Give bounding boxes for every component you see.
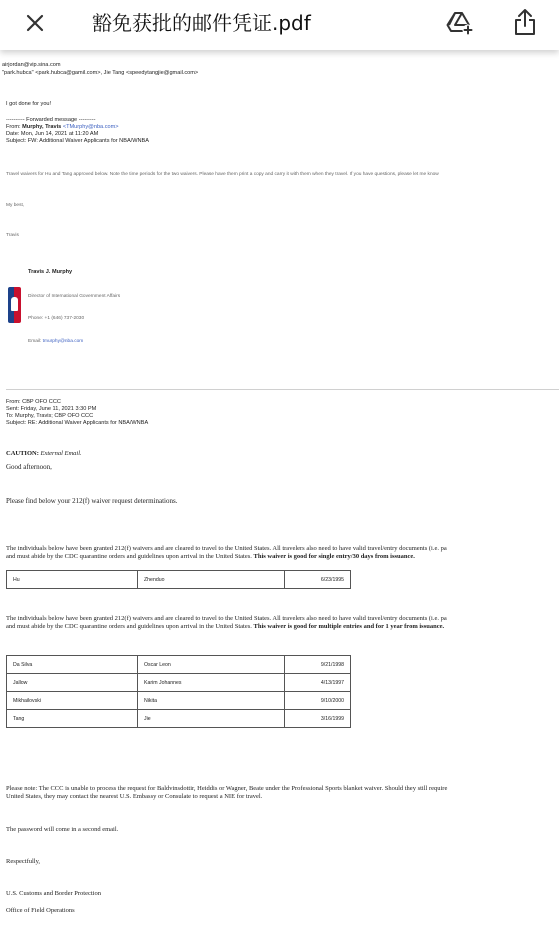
table-row xyxy=(7,571,351,589)
add-to-drive-icon xyxy=(446,10,474,36)
signature-phone: Phone: +1 (646) 737-2030 xyxy=(28,316,85,321)
surname-cell: Mikhailovski xyxy=(7,692,138,710)
surname-cell: Jallow xyxy=(7,674,138,692)
dob-cell: 9/21/1998 xyxy=(285,656,351,674)
divider xyxy=(6,389,559,390)
multiple-entry-note: This waiver is good for multiple entries and for 1 year from issuance. xyxy=(253,623,445,630)
single-entry-note: This waiver is good for single entry/30 days from issuance. xyxy=(253,553,415,560)
caution-text: External Email. xyxy=(40,450,82,457)
waiver-para-1-line-2: and must abide by the CDC quarantine orders and guidelines upon arrival in the United States. This waiver is good for single entry/30 days from issuance. xyxy=(6,553,415,560)
app-toolbar xyxy=(0,0,559,50)
signature-email-label: Email: xyxy=(28,339,42,344)
add-to-drive-button[interactable] xyxy=(445,8,475,38)
respectfully: Respectfully, xyxy=(6,858,41,865)
waiver-para-1-line-1: The individuals below have been granted 212(f) waivers and are cleared to travel to the United States. All travelers also need to have valid travel/entry documents (i.e. pa xyxy=(6,545,447,552)
orig-sent: Sent: Friday, June 11, 2021 3:30 PM xyxy=(6,406,97,412)
org-line-2: Office of Field Operations xyxy=(6,907,75,914)
nba-logo xyxy=(8,287,21,323)
signature-email-link[interactable]: tmurphy@nba.com xyxy=(42,339,84,344)
fwd-from-label: From: xyxy=(6,124,21,130)
dob-cell: 6/23/1995 xyxy=(285,571,351,589)
dob-cell: 4/13/1997 xyxy=(285,674,351,692)
given-name-cell: Karim Johannes xyxy=(138,674,285,692)
share-button[interactable] xyxy=(510,6,540,38)
fwd-date: Date: Mon, Jun 14, 2021 at 11:20 AM xyxy=(6,131,99,137)
determinations-intro: Please find below your 212(f) waiver request determinations. xyxy=(6,497,178,505)
close-icon xyxy=(25,13,45,33)
closing-name: Travis xyxy=(6,233,19,238)
pdf-page[interactable] xyxy=(0,50,559,930)
document-title: 豁免获批的邮件凭证.pdf xyxy=(92,11,311,35)
password-note: The password will come in a second email. xyxy=(6,826,119,833)
share-icon xyxy=(513,7,537,37)
orig-subject: Subject: RE: Additional Waiver Applicants for NBA/WNBA xyxy=(6,420,149,426)
intro-text: I got done for you! xyxy=(6,101,52,107)
waiver-para-2-line-1: The individuals below have been granted 212(f) waivers and are cleared to travel to the United States. All travelers also need to have valid travel/entry documents (i.e. pa xyxy=(6,615,447,622)
note-line-2: United States, they may contact the nearest U.S. Embassy or Consulate to request a NIE for travel. xyxy=(6,793,263,800)
fwd-subject: Subject: FW: Additional Waiver Applicants for NBA/WNBA xyxy=(6,138,150,144)
surname-cell: Tang xyxy=(7,710,138,728)
fwd-from-name: Murphy, Travis xyxy=(22,124,62,130)
table-row xyxy=(7,656,351,674)
given-name-cell: Zhenduo xyxy=(138,571,285,589)
multiple-entry-waiver-table xyxy=(6,655,351,728)
org-line-1: U.S. Customs and Border Protection xyxy=(6,890,101,897)
fwd-from-line xyxy=(6,124,119,131)
email-header-line: "park.hubca" <park.hubca@gamil.com>, Jie Tang <speedytangjie@gmail.com> xyxy=(2,70,199,76)
given-name-cell: Oscar Leon xyxy=(138,656,285,674)
fwd-from-email[interactable]: <TMurphy@nba.com> xyxy=(62,124,119,130)
caution-label: CAUTION: xyxy=(6,450,39,457)
surname-cell: Da Silva xyxy=(7,656,138,674)
greeting: Good afternoon, xyxy=(6,463,52,471)
signature-title: Director of International Government Affairs xyxy=(28,294,121,299)
table-row xyxy=(7,710,351,728)
table-row xyxy=(7,692,351,710)
given-name-cell: Jie xyxy=(138,710,285,728)
dob-cell: 3/16/1999 xyxy=(285,710,351,728)
table-row xyxy=(7,674,351,692)
orig-from: From: CBP OFO CCC xyxy=(6,399,61,405)
email-header-line: airjordan@vip.sina.com xyxy=(2,62,61,68)
dob-cell: 9/10/2000 xyxy=(285,692,351,710)
note-line-1: Please note: The CCC is unable to process the request for Baldvinsdottir, Heiddis or Wagner, Beate under the Professional Sports blanket waiver. Should they still require xyxy=(6,785,448,792)
caution-line xyxy=(6,450,82,458)
signature-name: Travis J. Murphy xyxy=(28,269,73,275)
closing-my-best: My best, xyxy=(6,203,25,208)
orig-to: To: Murphy, Travis; CBP OFO CCC xyxy=(6,413,94,419)
forwarded-label: ---------- Forwarded message --------- xyxy=(6,117,96,123)
waiver-para-2-line-2: and must abide by the CDC quarantine orders and guidelines upon arrival in the United States. This waiver is good for multiple entries and for 1 year from issuance. xyxy=(6,623,445,630)
surname-cell: Hu xyxy=(7,571,138,589)
single-entry-waiver-table xyxy=(6,570,351,589)
close-button[interactable] xyxy=(20,8,50,38)
travel-note: Travel waivers for Hu and Tang approved below. Note the time periods for the two waivers. Please have them print a copy and carry it with them when they travel. If you have questions, please let me know xyxy=(6,172,439,177)
signature-email-line xyxy=(28,339,83,345)
given-name-cell: Nikita xyxy=(138,692,285,710)
